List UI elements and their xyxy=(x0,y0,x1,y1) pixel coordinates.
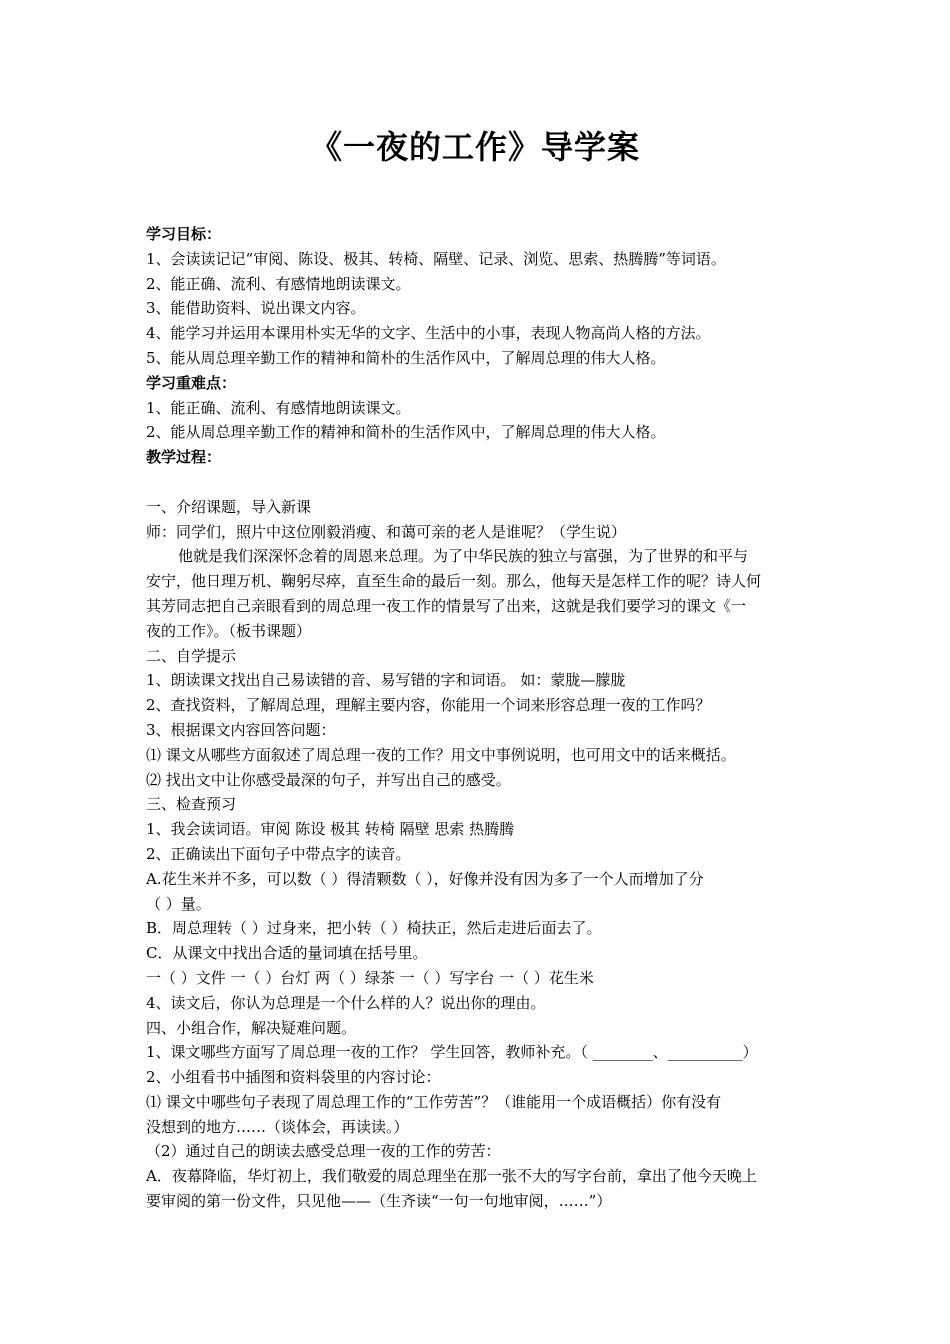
blank-line xyxy=(146,470,816,495)
text-line: 3、能借助资料、说出课文内容。 xyxy=(146,299,366,318)
text-line: 夜的工作》。（板书课题） xyxy=(146,621,312,640)
text-line: 2、正确读出下面句子中带点字的读音。 xyxy=(146,844,411,863)
text-line: 4、能学习并运用本课用朴实无华的文字、生活中的小事，表现人物高尚人格的方法。 xyxy=(146,324,711,343)
section-heading-key-points: 学习重难点： xyxy=(146,373,237,392)
text-line: 他就是我们深深怀念着的周恩来总理。为了中华民族的独立与富强，为了世界的和平与 xyxy=(178,547,749,566)
text-line: 师：同学们，照片中这位刚毅消瘦、和蔼可亲的老人是谁呢？（学生说） xyxy=(146,522,627,541)
text-line: （ ）量。 xyxy=(146,894,211,913)
text-line: 2、能正确、流利、有感情地朗读课文。 xyxy=(146,274,411,293)
text-line: 2、小组看书中插图和资料袋里的内容讨论： xyxy=(146,1068,441,1087)
text-line: ⑵ 找出文中让你感受最深的句子，并写出自己的感受。 xyxy=(146,770,511,789)
text-line: 1、会读读记记“审阅、陈设、极其、转椅、隔壁、记录、浏览、思索、热腾腾”等词语。 xyxy=(146,249,726,268)
text-line: C．从课文中找出合适的量词填在括号里。 xyxy=(146,944,428,963)
text-line: ⑴ 课文中哪些句子表现了周总理工作的“工作劳苦”？（谁能用一个成语概括）你有没有 xyxy=(146,1092,722,1111)
document-body xyxy=(146,222,816,1214)
text-line: 2、能从周总理辛勤工作的精神和简朴的生活作风中，了解周总理的伟大人格。 xyxy=(146,423,666,442)
text-line: 1、我会读词语。审阅 陈设 极其 转椅 隔壁 思索 热腾腾 xyxy=(146,820,515,839)
text-line: 1、能正确、流利、有感情地朗读课文。 xyxy=(146,398,411,417)
text-line: 其芳同志把自己亲眼看到的周总理一夜工作的情景写了出来，这就是我们要学习的课文《一 xyxy=(146,596,747,615)
text-line: 没想到的地方……（谈体会，再读读。） xyxy=(146,1117,409,1136)
text-line: 二、自学提示 xyxy=(146,646,237,665)
text-line: 要审阅的第一份文件，只见他——（生齐读“一句一句地审阅，……”） xyxy=(146,1192,612,1211)
text-line: ⑴ 课文从哪些方面叙述了周总理一夜的工作？用文中事例说明，也可用文中的话来概括。 xyxy=(146,745,736,764)
text-line: 1、朗读课文找出自己易读错的音、易写错的字和词语。 如：蒙胧—朦胧 xyxy=(146,671,626,690)
text-line: A.花生米并不多，可以数（ ）得清颗数（ ），好像并没有因为多了一个人而增加了分 xyxy=(146,869,704,888)
text-line: 2、查找资料，了解周总理，理解主要内容，你能用一个词来形容总理一夜的工作吗？ xyxy=(146,696,711,715)
text-line: 四、小组合作，解决疑难问题。 xyxy=(146,1018,357,1037)
text-line: 5、能从周总理辛勤工作的精神和简朴的生活作风中，了解周总理的伟大人格。 xyxy=(146,348,666,367)
text-line: 一（ ）文件 一（ ）台灯 两（ ）绿茶 一（ ）写字台 一（ ）花生米 xyxy=(146,968,594,987)
text-line: （2）通过自己的朗读去感受总理一夜的工作的劳苦： xyxy=(146,1142,501,1161)
text-line: B．周总理转（ ）过身来，把小转（ ）椅扶正，然后走进后面去了。 xyxy=(146,919,602,938)
text-line: 三、检查预习 xyxy=(146,795,237,814)
text-line: 3、根据课文内容回答问题： xyxy=(146,720,336,739)
text-line: 1、课文哪些方面写了周总理一夜的工作？ 学生回答，教师补充。（ ________、__________） xyxy=(146,1043,758,1062)
section-heading-process: 教学过程： xyxy=(146,448,222,467)
text-line: 安宁，他日理万机、鞠躬尽瘁，直至生命的最后一刻。那么，他每天是怎样工作的呢？诗人何 xyxy=(146,572,762,591)
text-line: 4、读文后，你认为总理是一个什么样的人？说出你的理由。 xyxy=(146,993,546,1012)
text-line: 一、介绍课题，导入新课 xyxy=(146,497,312,516)
section-heading-objectives: 学习目标： xyxy=(146,225,222,243)
page-title: 《一夜的工作》导学案 xyxy=(309,128,640,166)
text-line: A．夜幕降临，华灯初上，我们敬爱的周总理坐在那一张不大的写字台前，拿出了他今天晚上 xyxy=(146,1167,757,1186)
